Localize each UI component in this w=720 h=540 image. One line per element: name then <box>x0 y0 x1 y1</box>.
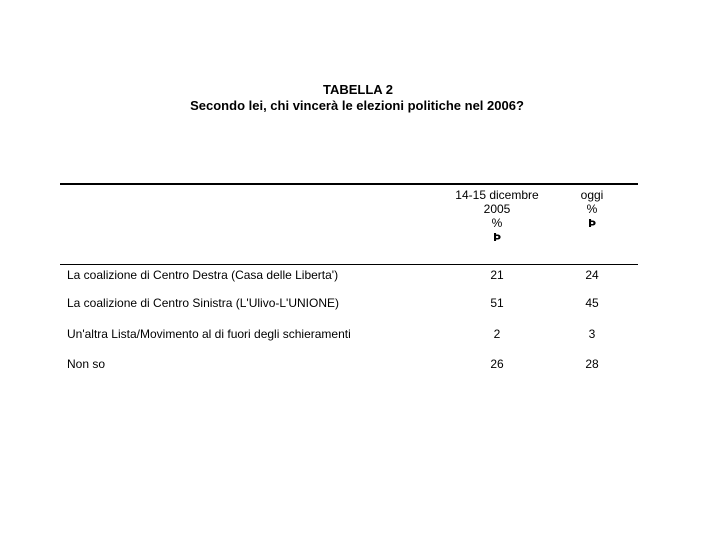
row-value-oggi: 3 <box>588 327 596 341</box>
row-value-dicembre: 21 <box>490 268 504 282</box>
row-label: Un'altra Lista/Movimento al di fuori degli schieramenti <box>67 327 351 341</box>
row-label: Non so <box>67 357 106 371</box>
row-value-dicembre: 51 <box>490 296 504 310</box>
column-header-line1: oggi <box>580 188 604 202</box>
row-value-oggi: 28 <box>585 357 599 371</box>
table-row <box>0 294 720 312</box>
row-label: La coalizione di Centro Sinistra (L'Ulivo-L'UNIONE) <box>67 296 340 310</box>
column-header-line2: 2005 <box>483 202 511 216</box>
row-value-dicembre: 2 <box>493 327 501 341</box>
table-title-block <box>0 82 720 114</box>
table-row <box>0 355 720 373</box>
column-header-unit: % <box>491 216 503 230</box>
column-marker-icon: Þ <box>587 217 597 230</box>
table-row <box>0 325 720 343</box>
column-header-line1: 14-15 dicembre <box>455 188 539 202</box>
table-header-rule <box>60 264 638 265</box>
column-header-unit: % <box>586 202 598 216</box>
row-value-dicembre: 26 <box>490 357 504 371</box>
column-header-oggi <box>562 188 622 232</box>
table-row <box>0 266 720 284</box>
row-label: La coalizione di Centro Destra (Casa delle Liberta') <box>67 268 339 282</box>
row-value-oggi: 45 <box>585 296 599 310</box>
column-marker-icon: Þ <box>492 231 502 244</box>
row-value-oggi: 24 <box>585 268 599 282</box>
column-header-dicembre <box>437 188 557 246</box>
table-top-rule <box>60 183 638 185</box>
table-title: TABELLA 2 <box>322 82 394 97</box>
table-question: Secondo lei, chi vincerà le elezioni politiche nel 2006? <box>190 98 524 113</box>
